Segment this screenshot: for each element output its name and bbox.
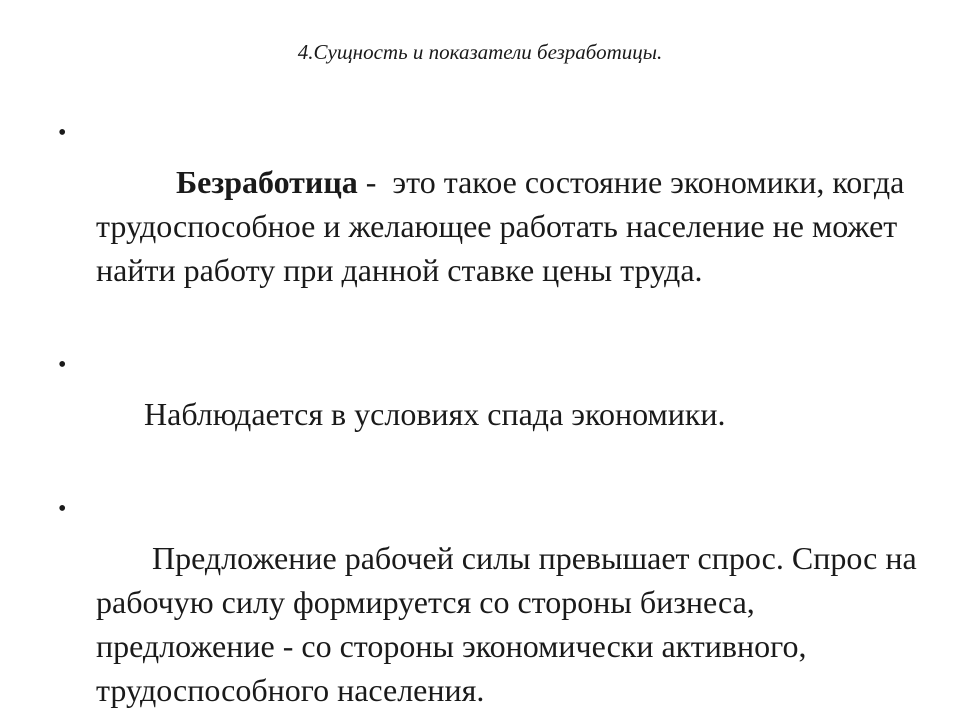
bullet-item-recession — [58, 348, 918, 480]
bullet-item-definition — [58, 116, 918, 336]
bullet-indent — [144, 164, 176, 200]
bullet-text: Предложение рабочей силы превышает спрос. Спрос на рабочую силу формируется со стороны бизнеса, предложение - со стороны экономически активного, трудоспособного населения. — [96, 540, 925, 708]
bullet-dot-icon: • — [58, 120, 67, 146]
bullet-list — [58, 116, 925, 720]
slide-title: 4.Сущность и показатели безработицы. — [297, 40, 663, 64]
bullet-dot-icon: • — [58, 352, 67, 378]
bullet-text: Наблюдается в условиях спада экономики. — [144, 396, 726, 432]
definition-term: Безработица — [176, 164, 358, 200]
bullet-item-supply-demand — [58, 492, 925, 720]
bullet-dot-icon: • — [58, 496, 67, 522]
bullet-indent — [144, 540, 152, 576]
definition-text: - это такое состояние экономики, когда трудоспособное и желающее работать население не может найти работу при данной ставке цены труда. — [96, 164, 913, 288]
